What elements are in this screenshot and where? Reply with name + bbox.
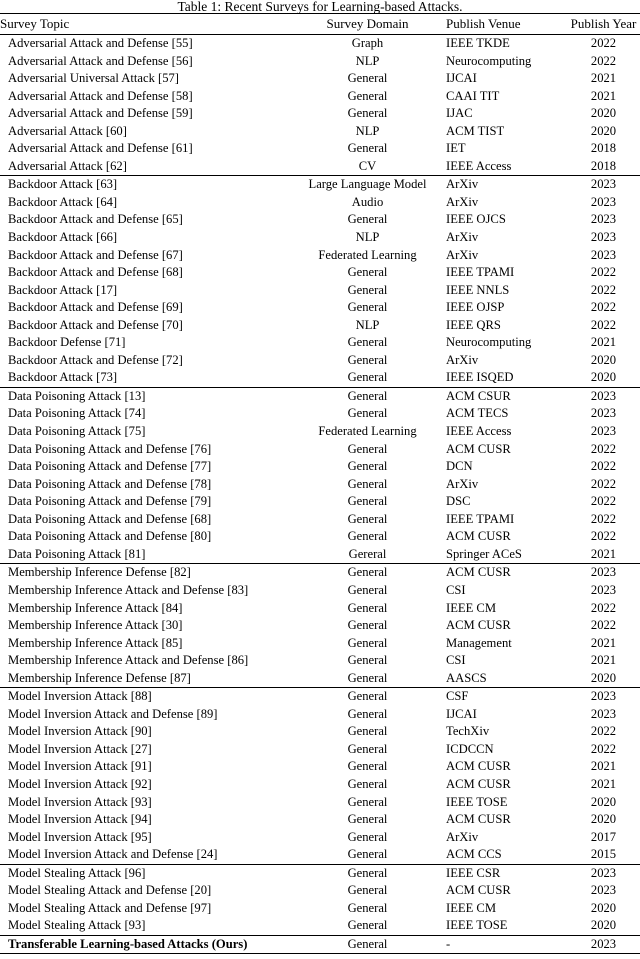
cell-survey-domain: General <box>347 776 388 791</box>
cell-publish-year: 2022 <box>590 476 617 491</box>
table-row <box>0 564 640 582</box>
cell-publish-year: 2023 <box>590 883 617 898</box>
cell-survey-topic: Transferable Learning-based Attacks (Ours) <box>0 935 295 954</box>
cell-survey-topic: Adversarial Attack and Defense [56] <box>8 53 193 68</box>
cell-publish-year: 2022 <box>590 724 617 739</box>
cell-survey-topic: Membership Inference Attack and Defense [86] <box>8 653 249 668</box>
cell-publish-year: 2022 <box>590 459 617 474</box>
table-row <box>0 706 640 724</box>
cell-survey-domain: General <box>347 352 388 367</box>
table-row <box>0 458 640 476</box>
cell-publish-year: 2023 <box>590 406 617 421</box>
cell-publish-venue: IEEE QRS <box>446 317 501 332</box>
column-header: Survey Topic <box>0 14 295 35</box>
table-header <box>0 14 640 35</box>
cell-publish-venue: IEEE TKDE <box>440 35 561 53</box>
cell-survey-domain: NLP <box>355 123 380 138</box>
cell-survey-topic: Data Poisoning Attack [13] <box>0 387 295 405</box>
cell-survey-domain: General <box>347 370 388 385</box>
cell-survey-topic: Model Inversion Attack [88] <box>0 688 295 706</box>
cell-survey-domain: NLP <box>355 53 380 68</box>
cell-publish-venue: ACM CUSR <box>446 618 511 633</box>
cell-survey-topic: Model Inversion Attack and Defense [89] <box>8 706 218 721</box>
cell-survey-topic: Membership Inference Attack and Defense [83] <box>8 582 249 597</box>
cell-survey-topic: Data Poisoning Attack and Defense [80] <box>8 529 212 544</box>
table-row <box>0 758 640 776</box>
cell-publish-year: 2022 <box>590 300 617 315</box>
cell-publish-year: 2022 <box>590 741 617 756</box>
cell-survey-domain: General <box>347 494 388 509</box>
cell-publish-venue: IJCAI <box>446 706 477 721</box>
cell-publish-venue: IEEE Access <box>446 424 512 439</box>
cell-publish-venue: ACM CUSR <box>446 812 511 827</box>
cell-publish-venue: ACM CUSR <box>446 529 511 544</box>
cell-publish-venue: IEEE TPAMI <box>446 265 515 280</box>
cell-survey-domain: General <box>347 212 388 227</box>
cell-publish-venue: - <box>440 935 561 954</box>
cell-publish-year: 2017 <box>590 829 617 844</box>
cell-survey-domain: General <box>347 282 388 297</box>
table-row <box>0 352 640 370</box>
table-row <box>0 476 640 494</box>
cell-publish-year: 2018 <box>590 158 617 173</box>
table-row <box>0 546 640 564</box>
cell-survey-topic: Model Inversion Attack [92] <box>8 776 152 791</box>
table-group <box>0 35 640 176</box>
cell-survey-topic: Adversarial Universal Attack [57] <box>8 71 180 86</box>
table-row <box>0 652 640 670</box>
cell-survey-topic: Model Inversion Attack [93] <box>8 794 152 809</box>
table-row <box>0 441 640 459</box>
table-row <box>0 282 640 300</box>
table-row <box>0 229 640 247</box>
cell-publish-venue: IEEE OJSP <box>446 300 505 315</box>
cell-publish-venue: IEEE TOSE <box>446 794 508 809</box>
cell-publish-venue: ArXiv <box>446 829 479 844</box>
table-row <box>0 511 640 529</box>
cell-survey-domain: General <box>347 706 388 721</box>
cell-publish-year: 2023 <box>561 176 640 194</box>
cell-publish-year: 2020 <box>590 352 617 367</box>
table-row <box>0 264 640 282</box>
cell-publish-year: 2022 <box>590 600 617 615</box>
cell-publish-year: 2023 <box>561 688 640 706</box>
cell-publish-venue: ACM CUSR <box>446 883 511 898</box>
table-row <box>0 935 640 954</box>
cell-survey-topic: Membership Inference Attack [84] <box>8 600 183 615</box>
cell-publish-year: 2021 <box>590 71 617 86</box>
cell-survey-topic: Data Poisoning Attack and Defense [77] <box>8 459 212 474</box>
cell-publish-venue: ArXiv <box>446 476 479 491</box>
cell-publish-venue: Management <box>446 635 512 650</box>
cell-publish-year: 2022 <box>590 317 617 332</box>
table-group <box>0 176 640 388</box>
table-row <box>0 123 640 141</box>
cell-publish-venue: DSC <box>446 494 471 509</box>
table-row <box>0 617 640 635</box>
table-row <box>0 70 640 88</box>
cell-publish-venue: IEEE OJCS <box>446 212 506 227</box>
cell-survey-topic: Model Stealing Attack and Defense [97] <box>8 900 212 915</box>
cell-survey-topic: Adversarial Attack and Defense [55] <box>0 35 295 53</box>
cell-survey-topic: Adversarial Attack and Defense [58] <box>8 88 193 103</box>
cell-publish-venue: ACM CUSR <box>446 759 511 774</box>
cell-survey-topic: Data Poisoning Attack [81] <box>8 546 146 561</box>
cell-survey-domain: General <box>347 335 388 350</box>
cell-publish-venue: CSI <box>446 582 466 597</box>
table-row <box>0 600 640 618</box>
table-row <box>0 829 640 847</box>
cell-publish-year: 2023 <box>590 424 617 439</box>
table-row <box>0 723 640 741</box>
surveys-table <box>0 13 640 954</box>
table-row <box>0 35 640 53</box>
cell-publish-venue: DCN <box>446 459 473 474</box>
cell-publish-year: 2020 <box>590 106 617 121</box>
table-row <box>0 176 640 194</box>
cell-survey-topic: Backdoor Attack [66] <box>8 230 118 245</box>
cell-survey-domain: General <box>347 847 388 862</box>
table-row <box>0 369 640 387</box>
cell-survey-domain: General <box>347 883 388 898</box>
cell-publish-year: 2022 <box>590 511 617 526</box>
cell-publish-venue: IJAC <box>446 106 473 121</box>
cell-survey-domain: General <box>347 71 388 86</box>
cell-publish-venue: ArXiv <box>446 230 479 245</box>
cell-survey-domain: General <box>347 511 388 526</box>
cell-survey-topic: Adversarial Attack [60] <box>8 123 127 138</box>
cell-survey-domain: NLP <box>355 230 380 245</box>
cell-publish-year: 2023 <box>590 582 617 597</box>
column-header: Publish Year <box>561 14 640 35</box>
cell-survey-domain: General <box>347 759 388 774</box>
cell-publish-year: 2023 <box>590 706 617 721</box>
cell-survey-topic: Membership Inference Defense [82] <box>0 564 295 582</box>
cell-publish-year: 2023 <box>590 194 617 209</box>
cell-publish-venue: IEEE NNLS <box>446 282 510 297</box>
table-row <box>0 140 640 158</box>
table-row <box>0 194 640 212</box>
cell-survey-domain: General <box>347 829 388 844</box>
cell-publish-venue: IJCAI <box>446 71 477 86</box>
cell-survey-domain: General <box>347 618 388 633</box>
cell-publish-venue: IEEE CM <box>446 900 497 915</box>
cell-survey-domain: General <box>347 900 388 915</box>
cell-survey-topic: Backdoor Attack and Defense [72] <box>8 352 183 367</box>
cell-publish-year: 2021 <box>590 88 617 103</box>
cell-survey-topic: Data Poisoning Attack and Defense [76] <box>8 441 212 456</box>
cell-publish-venue: CAAI TIT <box>446 88 500 103</box>
cell-survey-topic: Model Inversion Attack [95] <box>8 829 152 844</box>
cell-publish-venue: ACM TIST <box>446 123 505 138</box>
table-row <box>0 493 640 511</box>
cell-publish-venue: CSF <box>440 688 561 706</box>
cell-publish-venue: ACM CCS <box>446 847 502 862</box>
cell-survey-topic: Adversarial Attack [62] <box>8 158 127 173</box>
table-row <box>0 846 640 864</box>
cell-publish-year: 2020 <box>590 918 617 933</box>
cell-publish-year: 2020 <box>590 370 617 385</box>
cell-publish-year: 2021 <box>590 635 617 650</box>
table-row <box>0 405 640 423</box>
cell-publish-venue: IEEE TPAMI <box>446 511 515 526</box>
cell-publish-year: 2022 <box>590 282 617 297</box>
cell-publish-year: 2023 <box>561 564 640 582</box>
cell-survey-topic: Backdoor Attack and Defense [67] <box>8 247 183 262</box>
table-row <box>0 882 640 900</box>
cell-survey-topic: Adversarial Attack and Defense [61] <box>8 141 193 156</box>
table-row <box>0 211 640 229</box>
cell-survey-domain: Audio <box>351 194 384 209</box>
cell-survey-domain: General <box>347 265 388 280</box>
cell-survey-topic: Adversarial Attack and Defense [59] <box>8 106 193 121</box>
table-row <box>0 528 640 546</box>
cell-publish-venue: TechXiv <box>446 724 490 739</box>
cell-publish-year: 2023 <box>590 230 617 245</box>
cell-survey-domain: Gereral <box>348 546 387 561</box>
cell-publish-year: 2022 <box>590 53 617 68</box>
cell-survey-domain: General <box>347 794 388 809</box>
cell-publish-year: 2020 <box>590 670 617 685</box>
cell-publish-venue: ICDCCN <box>446 741 494 756</box>
table-row <box>0 582 640 600</box>
cell-survey-topic: Data Poisoning Attack [75] <box>8 424 146 439</box>
table-row <box>0 317 640 335</box>
table-group <box>0 387 640 563</box>
cell-survey-topic: Data Poisoning Attack and Defense [78] <box>8 476 212 491</box>
cell-publish-venue: CSI <box>446 653 466 668</box>
cell-survey-domain: Federated Learning <box>318 424 417 439</box>
column-header: Publish Venue <box>440 14 561 35</box>
cell-survey-topic: Model Stealing Attack and Defense [20] <box>8 883 212 898</box>
cell-survey-domain: General <box>347 812 388 827</box>
cell-publish-year: 2020 <box>590 812 617 827</box>
cell-publish-year: 2022 <box>590 618 617 633</box>
cell-survey-domain: Large Language Model <box>295 176 440 194</box>
cell-survey-topic: Membership Inference Attack [30] <box>8 618 183 633</box>
cell-survey-domain: General <box>347 582 388 597</box>
cell-survey-domain: General <box>347 441 388 456</box>
header-row <box>0 14 640 35</box>
cell-survey-topic: Backdoor Attack and Defense [69] <box>8 300 183 315</box>
cell-publish-venue: ACM CUSR <box>446 441 511 456</box>
cell-survey-domain: CV <box>358 158 377 173</box>
cell-survey-domain: NLP <box>355 317 380 332</box>
table-row <box>0 741 640 759</box>
cell-publish-year: 2018 <box>590 141 617 156</box>
cell-survey-topic: Backdoor Attack [63] <box>0 176 295 194</box>
cell-publish-year: 2020 <box>590 900 617 915</box>
cell-survey-domain: General <box>347 918 388 933</box>
cell-survey-domain: General <box>347 670 388 685</box>
cell-publish-venue: ArXiv <box>440 176 561 194</box>
cell-survey-domain: General <box>347 600 388 615</box>
cell-survey-topic: Backdoor Attack [17] <box>8 282 118 297</box>
cell-publish-venue: ACM CUSR <box>440 564 561 582</box>
table-row <box>0 635 640 653</box>
cell-publish-venue: IET <box>446 141 466 156</box>
cell-survey-domain: General <box>295 387 440 405</box>
cell-publish-venue: IEEE CSR <box>440 864 561 882</box>
cell-publish-venue: AASCS <box>446 670 487 685</box>
cell-publish-year: 2021 <box>590 335 617 350</box>
table-row <box>0 670 640 688</box>
cell-survey-domain: General <box>295 688 440 706</box>
column-header: Survey Domain <box>295 14 440 35</box>
cell-publish-venue: ArXiv <box>446 194 479 209</box>
table-group <box>0 864 640 935</box>
cell-survey-domain: General <box>295 564 440 582</box>
table-group <box>0 688 640 864</box>
cell-publish-year: 2022 <box>590 494 617 509</box>
cell-survey-topic: Model Stealing Attack [96] <box>0 864 295 882</box>
table-group <box>0 935 640 954</box>
cell-publish-venue: ACM CUSR <box>446 776 511 791</box>
cell-survey-topic: Model Inversion Attack [27] <box>8 741 152 756</box>
table-row <box>0 900 640 918</box>
cell-publish-venue: IEEE CM <box>446 600 497 615</box>
cell-survey-domain: General <box>347 300 388 315</box>
cell-survey-topic: Membership Inference Attack [85] <box>8 635 183 650</box>
table-row <box>0 53 640 71</box>
table-row <box>0 423 640 441</box>
cell-publish-year: 2022 <box>590 529 617 544</box>
cell-survey-topic: Backdoor Attack [73] <box>8 370 118 385</box>
cell-publish-year: 2021 <box>590 653 617 668</box>
table-row <box>0 334 640 352</box>
cell-publish-year: 2023 <box>590 247 617 262</box>
cell-publish-year: 2022 <box>561 35 640 53</box>
table-row <box>0 299 640 317</box>
table-row <box>0 776 640 794</box>
table-group <box>0 564 640 688</box>
cell-publish-venue: Neurocomputing <box>446 53 532 68</box>
cell-survey-topic: Data Poisoning Attack [74] <box>8 406 146 421</box>
cell-publish-venue: ArXiv <box>446 247 479 262</box>
cell-publish-year: 2020 <box>590 794 617 809</box>
table-row <box>0 158 640 176</box>
cell-survey-topic: Model Stealing Attack [93] <box>8 918 146 933</box>
cell-survey-domain: General <box>347 529 388 544</box>
cell-survey-domain: General <box>295 864 440 882</box>
table-row <box>0 387 640 405</box>
cell-publish-year: 2023 <box>561 935 640 954</box>
cell-survey-domain: General <box>347 741 388 756</box>
cell-survey-domain: Federated Learning <box>318 247 417 262</box>
cell-survey-topic: Backdoor Attack and Defense [68] <box>8 265 183 280</box>
cell-publish-venue: IEEE TOSE <box>446 918 508 933</box>
cell-publish-year: 2022 <box>590 441 617 456</box>
cell-publish-year: 2022 <box>590 265 617 280</box>
cell-survey-topic: Backdoor Attack and Defense [65] <box>8 212 183 227</box>
cell-publish-venue: Neurocomputing <box>446 335 532 350</box>
cell-survey-topic: Backdoor Attack [64] <box>8 194 118 209</box>
cell-publish-year: 2015 <box>590 847 617 862</box>
table-row <box>0 794 640 812</box>
cell-survey-topic: Membership Inference Defense [87] <box>8 670 191 685</box>
cell-publish-venue: Springer ACeS <box>446 546 522 561</box>
cell-survey-domain: General <box>347 141 388 156</box>
cell-publish-year: 2023 <box>590 212 617 227</box>
cell-survey-topic: Model Inversion Attack [91] <box>8 759 152 774</box>
cell-survey-topic: Data Poisoning Attack and Defense [68] <box>8 511 212 526</box>
table-row <box>0 247 640 265</box>
cell-survey-domain: General <box>347 724 388 739</box>
cell-survey-domain: General <box>295 935 440 954</box>
table-row <box>0 688 640 706</box>
cell-publish-venue: ACM CSUR <box>440 387 561 405</box>
cell-survey-topic: Model Inversion Attack [94] <box>8 812 152 827</box>
cell-publish-venue: IEEE ISQED <box>446 370 514 385</box>
cell-publish-venue: ArXiv <box>446 352 479 367</box>
cell-publish-year: 2023 <box>561 387 640 405</box>
table-caption: Table 1: Recent Surveys for Learning-based Attacks. <box>177 0 463 13</box>
cell-publish-year: 2021 <box>590 546 617 561</box>
table-row <box>0 811 640 829</box>
cell-survey-domain: General <box>347 635 388 650</box>
cell-survey-domain: General <box>347 406 388 421</box>
cell-survey-domain: General <box>347 459 388 474</box>
cell-survey-domain: General <box>347 106 388 121</box>
cell-publish-year: 2023 <box>561 864 640 882</box>
cell-publish-venue: ACM TECS <box>446 406 509 421</box>
cell-survey-topic: Backdoor Attack and Defense [70] <box>8 317 183 332</box>
cell-survey-domain: General <box>347 476 388 491</box>
cell-publish-year: 2021 <box>590 776 617 791</box>
table-row <box>0 105 640 123</box>
table-row <box>0 88 640 106</box>
cell-survey-domain: General <box>347 653 388 668</box>
cell-publish-year: 2020 <box>590 123 617 138</box>
cell-publish-year: 2021 <box>590 759 617 774</box>
table-row <box>0 864 640 882</box>
cell-survey-topic: Data Poisoning Attack and Defense [79] <box>8 494 212 509</box>
cell-survey-topic: Model Inversion Attack and Defense [24] <box>8 847 218 862</box>
table-row <box>0 917 640 935</box>
cell-survey-domain: General <box>347 88 388 103</box>
cell-survey-topic: Backdoor Defense [71] <box>8 335 126 350</box>
cell-publish-venue: IEEE Access <box>446 158 512 173</box>
cell-survey-domain: Graph <box>295 35 440 53</box>
cell-survey-topic: Model Inversion Attack [90] <box>8 724 152 739</box>
